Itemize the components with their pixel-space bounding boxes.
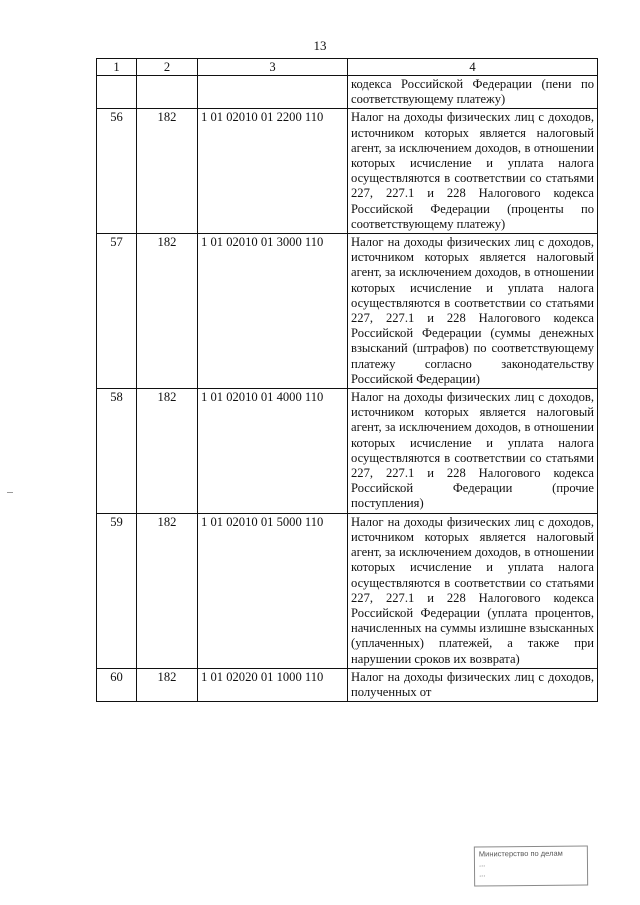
row-number: 58: [97, 389, 137, 514]
admin-code: [137, 76, 198, 109]
admin-code: 182: [137, 513, 198, 668]
stamp-line-3: ...: [479, 869, 486, 879]
table-row: [97, 109, 598, 234]
admin-code: 182: [137, 668, 198, 701]
page-number: 13: [313, 38, 327, 53]
income-description: кодекса Российской Федерации (пени по соответствующему платежу): [348, 76, 598, 109]
ministry-stamp: [474, 846, 588, 887]
column-header-3: 3: [198, 59, 348, 76]
budget-classification-code: 1 01 02010 01 5000 110: [198, 513, 348, 668]
column-header-2: 2: [137, 59, 198, 76]
admin-code: 182: [137, 109, 198, 234]
admin-code: 182: [137, 234, 198, 389]
stamp-line-1: Министерство по делам: [478, 848, 563, 859]
row-number: 59: [97, 513, 137, 668]
row-number: 57: [97, 234, 137, 389]
row-number: [97, 76, 137, 109]
margin-mark: [7, 492, 13, 493]
budget-code-table: [96, 58, 598, 702]
table-row: [97, 389, 598, 514]
column-header-1: 1: [97, 59, 137, 76]
budget-classification-code: 1 01 02020 01 1000 110: [198, 668, 348, 701]
table-header-row: [97, 59, 598, 76]
budget-classification-code: 1 01 02010 01 2200 110: [198, 109, 348, 234]
row-number: 56: [97, 109, 137, 234]
budget-classification-code: 1 01 02010 01 4000 110: [198, 389, 348, 514]
income-description: Налог на доходы физических лиц с доходов, источником которых является налоговый агент, за исключением доходов, в отношении которых исчисление и уплата налога осуществляются в соответствии со статьями 227, 227.1 и 228 Налогового кодекса Российской Федерации (уплата процентов, начисленных на суммы излишне взысканных (уплаченных) платежей, а также при нарушении сроков их возврата): [348, 513, 598, 668]
table-row: [97, 513, 598, 668]
budget-classification-code: 1 01 02010 01 3000 110: [198, 234, 348, 389]
row-number: 60: [97, 668, 137, 701]
admin-code: 182: [137, 389, 198, 514]
income-description: Налог на доходы физических лиц с доходов, полученных от: [348, 668, 598, 701]
column-header-4: 4: [348, 59, 598, 76]
income-description: Налог на доходы физических лиц с доходов, источником которых является налоговый агент, за исключением доходов, в отношении которых исчисление и уплата налога осуществляются в соответствии со статьями 227, 227.1 и 228 Налогового кодекса Российской Федерации (суммы денежных взысканий (штрафов) по соответствующему платежу согласно законодательству Российской Федерации): [348, 234, 598, 389]
budget-classification-code: [198, 76, 348, 109]
income-description: Налог на доходы физических лиц с доходов, источником которых является налоговый агент, за исключением доходов, в отношении которых исчисление и уплата налога осуществляются в соответствии со статьями 227, 227.1 и 228 Налогового кодекса Российской Федерации (проценты по соответствующему платежу): [348, 109, 598, 234]
table-row: [97, 234, 598, 389]
table-row: [97, 76, 598, 109]
income-description: Налог на доходы физических лиц с доходов, источником которых является налоговый агент, за исключением доходов, в отношении которых исчисление и уплата налога осуществляются в соответствии со статьями 227, 227.1 и 228 Налогового кодекса Российской Федерации (прочие поступления): [348, 389, 598, 514]
table-row: [97, 668, 598, 701]
stamp-line-2: ...: [478, 859, 486, 869]
